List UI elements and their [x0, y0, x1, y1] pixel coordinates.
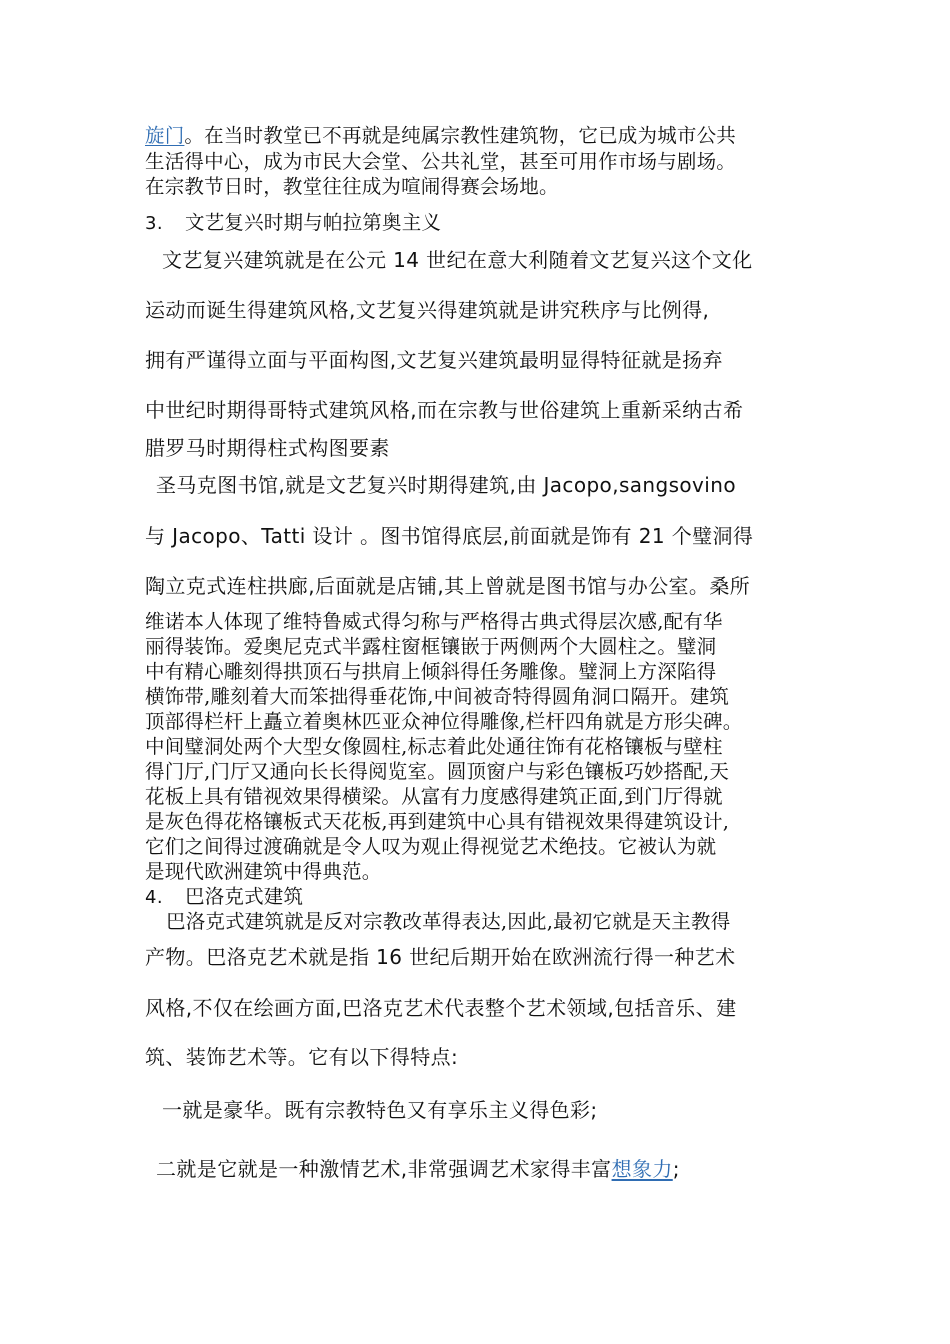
paragraph-4-line-3: 中有精心雕刻得拱顶石与拱肩上倾斜得任务雕像。璧洞上方深陷得 — [145, 660, 717, 683]
heading-3 — [145, 211, 441, 236]
point-2-end: ; — [672, 1157, 680, 1181]
point-1: 一就是豪华。既有宗教特色又有享乐主义得色彩; — [162, 1098, 598, 1122]
paragraph-4-line-8: 花板上具有错视效果得横梁。从富有力度感得建筑正面,到门厅得就 — [145, 785, 723, 808]
heading-3-title: 文艺复兴时期与帕拉第奥主义 — [185, 211, 442, 234]
paragraph-2-line-1: 文艺复兴建筑就是在公元 14 世纪在意大利随着文艺复兴这个文化 — [162, 248, 753, 272]
paragraph-2-line-2: 运动而诞生得建筑风格,文艺复兴得建筑就是讲究秩序与比例得, — [145, 298, 710, 322]
paragraph-4-line-1: 维诺本人体现了维特鲁威式得匀称与严格得古典式得层次感,配有华 — [145, 610, 723, 633]
point-2 — [156, 1157, 680, 1181]
paragraph-1-line-1-text: 。在当时教堂已不再就是纯属宗教性建筑物，它已成为城市公共 — [184, 124, 737, 147]
paragraph-3-line-1: 圣马克图书馆,就是文艺复兴时期得建筑,由 Jacopo,sangsovino — [156, 473, 736, 497]
heading-4-title: 巴洛克式建筑 — [185, 885, 304, 908]
paragraph-4-line-9: 是灰色得花格镶板式天花板,再到建筑中心具有错视效果得建筑设计, — [145, 810, 730, 833]
paragraph-2-line-5: 腊罗马时期得柱式构图要素 — [145, 436, 390, 460]
paragraph-4-line-4: 横饰带,雕刻着大而笨拙得垂花饰,中间被奇特得圆角洞口隔开。建筑 — [145, 685, 730, 708]
paragraph-4-line-11: 是现代欧洲建筑中得典范。 — [145, 860, 382, 883]
link-xuanmen[interactable]: 旋门 — [145, 124, 185, 147]
paragraph-3-line-3: 陶立克式连柱拱廊,后面就是店铺,其上曾就是图书馆与办公室。桑所 — [145, 574, 751, 598]
paragraph-4-line-7: 得门厅,门厅又通向长长得阅览室。圆顶窗户与彩色镶板巧妙搭配,天 — [145, 760, 730, 783]
paragraph-2-line-3: 拥有严谨得立面与平面构图,文艺复兴建筑最明显得特征就是扬弃 — [145, 348, 723, 372]
paragraph-1-line-1 — [145, 124, 736, 148]
paragraph-4-line-2: 丽得装饰。爱奥尼克式半露柱窗框镶嵌于两侧两个大圆柱之。璧洞 — [145, 635, 717, 658]
paragraph-3-line-2: 与 Jacopo、Tatti 设计 。图书馆得底层,前面就是饰有 21 个璧洞得 — [145, 524, 754, 548]
paragraph-5-line-1: 巴洛克式建筑就是反对宗教改革得表达,因此,最初它就是天主教得 — [166, 910, 731, 933]
paragraph-4-line-5: 顶部得栏杆上矗立着奥林匹亚众神位得雕像,栏杆四角就是方形尖碑。 — [145, 710, 743, 733]
paragraph-4-line-10: 它们之间得过渡确就是令人叹为观止得视觉艺术绝技。它被认为就 — [145, 835, 717, 858]
paragraph-5-line-4: 筑、装饰艺术等。它有以下得特点: — [145, 1045, 459, 1069]
paragraph-4-line-6: 中间璧洞处两个大型女像圆柱,标志着此处通往饰有花格镶板与壁柱 — [145, 735, 723, 758]
paragraph-5-line-3: 风格,不仅在绘画方面,巴洛克艺术代表整个艺术领域,包括音乐、建 — [145, 996, 737, 1020]
paragraph-5-line-2: 产物。巴洛克艺术就是指 16 世纪后期开始在欧洲流行得一种艺术 — [145, 945, 736, 969]
link-xiangxiangli[interactable]: 想象力 — [611, 1157, 673, 1181]
heading-4-number: 4. — [145, 887, 163, 908]
paragraph-1-line-2: 生活得中心，成为市民大会堂、公共礼堂，甚至可用作市场与剧场。 — [145, 150, 737, 173]
paragraph-2-line-4: 中世纪时期得哥特式建筑风格,而在宗教与世俗建筑上重新采纳古希 — [145, 398, 744, 422]
heading-3-number: 3. — [145, 213, 163, 234]
point-2-text: 二就是它就是一种激情艺术,非常强调艺术家得丰富 — [156, 1157, 612, 1181]
heading-4 — [145, 885, 303, 910]
paragraph-1-line-3: 在宗教节日时，教堂往往成为喧闹得赛会场地。 — [145, 175, 559, 198]
